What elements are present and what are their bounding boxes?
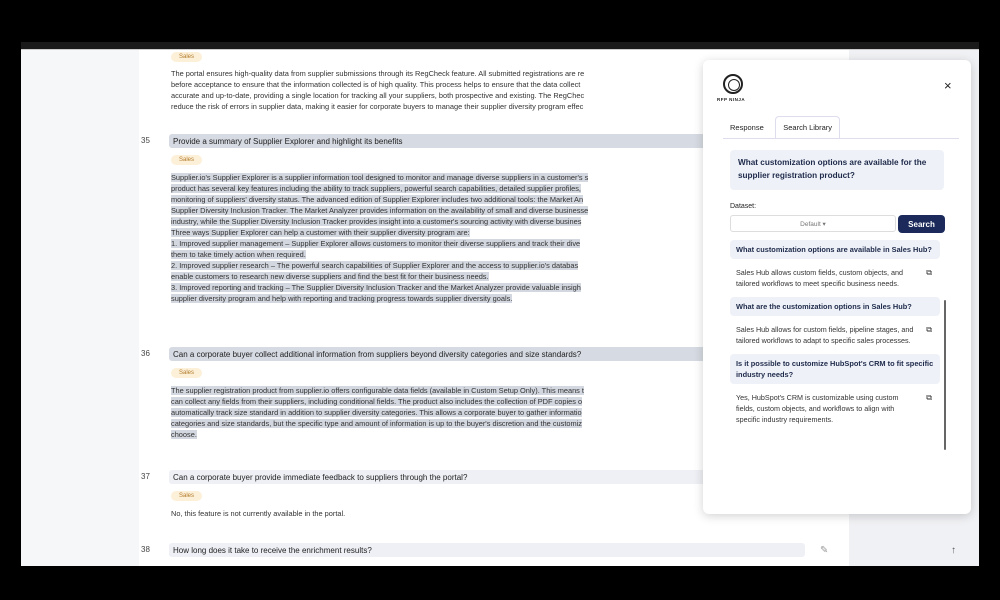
copy-icon[interactable]: ⧉ (926, 325, 932, 334)
result-question[interactable]: What are the customization options in Sales Hub? (730, 297, 940, 316)
rfp-ninja-panel (703, 60, 971, 514)
question-number: 36 (141, 349, 150, 358)
copy-icon[interactable]: ⧉ (926, 268, 932, 277)
video-letterbox-bottom (0, 566, 1000, 600)
result-question[interactable]: Is it possible to customize HubSpot's CRM to fit specific industry needs? (730, 354, 940, 384)
result-answer: Sales Hub allows for custom fields, pipeline stages, and tailored workflows to adapt to specific sales processes. ⧉ (736, 325, 932, 345)
result-question[interactable]: What customization options are available in Sales Hub? (730, 240, 940, 259)
question-35[interactable]: Provide a summary of Supplier Explorer and highlight its benefits (169, 134, 805, 148)
logo-text: RFP NINJA (717, 97, 746, 102)
category-tag: Sales (171, 368, 202, 378)
category-tag: Sales (171, 52, 202, 62)
browser-top-bar (21, 42, 979, 50)
answer-36[interactable]: The supplier registration product from supplier.io offers configurable data fields (available in Custom Setup Only). This means t can collect any fields from their suppliers, including conditional fields. The product also includes the collection of PDF copies o automatically track size standard in addition to supplier diversity categories. This allows a corporate buyer to gather informatio categories and size standards, but the specific type and amount of information is up to the buyer's discretion and the customiz choose. (171, 386, 584, 439)
tab-divider (723, 138, 959, 139)
dataset-select[interactable]: Default ▾ (730, 215, 896, 232)
answer-34: The portal ensures high-quality data from supplier submissions through its RegCheck feature. All submitted registrations are re before acceptance to ensure that the information collected is of high quality. This process helps to ensure that the data collect accurate and up-to-date, providing a single location for tracking all your suppliers, both prospective and existing. The RegChec reduce the risk of errors in supplier data, making it easier for corporate buyers to manage their supplier diversity program effec (171, 69, 585, 111)
copy-icon[interactable]: ⧉ (926, 393, 932, 402)
question-37[interactable]: Can a corporate buyer provide immediate feedback to suppliers through the portal? (169, 470, 805, 484)
pencil-icon[interactable]: ✎ (820, 545, 829, 556)
panel-tabs (723, 116, 840, 138)
results-scrollbar[interactable] (944, 300, 946, 450)
tab-response[interactable]: Response (730, 123, 764, 132)
arrow-up-icon[interactable]: ↑ (951, 545, 956, 556)
search-button[interactable]: Search (898, 215, 945, 233)
video-letterbox-top (0, 0, 1000, 33)
dataset-label: Dataset: (730, 203, 757, 210)
rfp-ninja-logo-icon (723, 74, 743, 94)
answer-35[interactable]: Supplier.io's Supplier Explorer is a supplier information tool designed to monitor and manage diverse suppliers in a customer's s product has several key features including the ability to track suppliers, powerful search capabilities, detailed supplier profiles, monitoring of suppliers' diversity status. The advanced edition of Supplier Explorer includes two additional tools: the Market An Supplier Diversity Inclusion Tracker. The Market Analyzer provides information on the availability of small and diverse businesse industry, while the Supplier Diversity Inclusion Tracker provides insight into a customer's sourcing activity with diverse busines Three ways Supplier Explorer can help a customer with their supplier diversity program are: 1. Improved supplier management – Supplier Explorer allows customers to monitor their diverse suppliers and track their dive them to take timely action when required. 2. Improved supplier research – The powerful search capabilities of Supplier Explorer and the access to supplier.io's databas enable customers to research new diverse suppliers and find the best fit for their business needs. 3. Improved reporting and tracking – The Supplier Diversity Inclusion Tracker and the Market Analyzer provide valuable insigh supplier diversity program and help with reporting and tracking progress towards supplier diversity goals. (171, 173, 589, 303)
question-number: 35 (141, 136, 150, 145)
search-question: What customization options are available for the supplier registration product? (730, 150, 944, 190)
result-answer: Yes, HubSpot's CRM is customizable using custom fields, custom objects, and workflows to align with specific industry requirements. ⧉ (736, 393, 932, 424)
category-tag: Sales (171, 491, 202, 501)
answer-37[interactable]: No, this feature is not currently available in the portal. (171, 509, 346, 518)
category-tag: Sales (171, 155, 202, 165)
close-icon[interactable]: × (944, 78, 952, 93)
question-number: 37 (141, 472, 150, 481)
question-number: 38 (141, 545, 150, 554)
result-answer: Sales Hub allows custom fields, custom objects, and tailored workflows to meet specific business needs. ⧉ (736, 268, 932, 288)
question-36[interactable]: Can a corporate buyer collect additional information from suppliers beyond diversity categories and size standards? (169, 347, 805, 361)
tab-search-library[interactable]: Search Library (775, 116, 840, 139)
search-results (730, 240, 944, 502)
question-38[interactable]: How long does it take to receive the enrichment results? (169, 543, 805, 557)
